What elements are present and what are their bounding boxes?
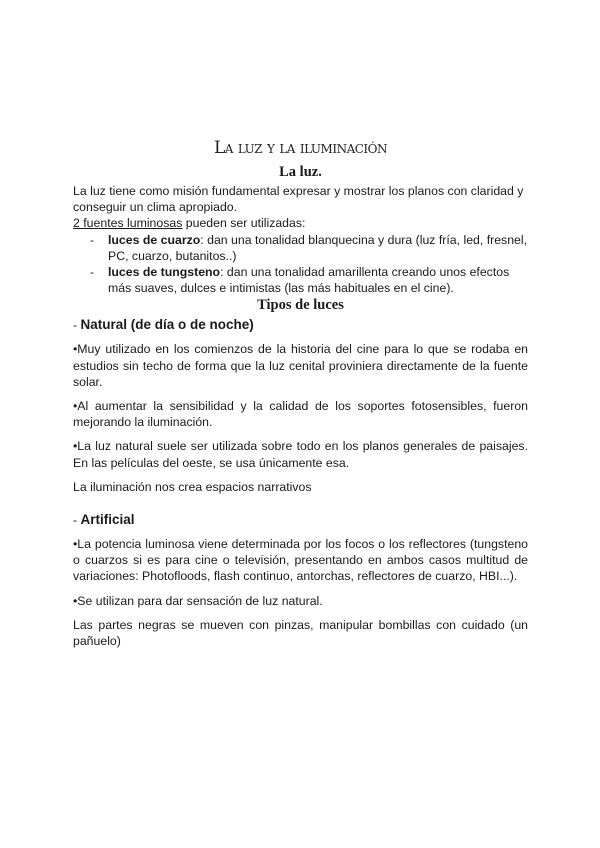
heading-text: Natural (de día o de noche) — [80, 317, 254, 333]
sources-underlined: 2 fuentes luminosas — [73, 216, 183, 231]
bullet-term: luces de cuarzo — [108, 232, 201, 247]
bullet-text: : dan una tonalidad amarillenta creando unos efectos más suaves, dulces e intimistas (las más habituales en el cine). — [108, 265, 510, 296]
light-sources-list — [73, 232, 528, 297]
natural-paragraph-4: La iluminación nos crea espacios narrativos — [73, 479, 312, 494]
sources-line — [73, 215, 528, 231]
bullet-text: : dan una tonalidad blanquecina y dura (luz fría, led, fresnel, PC, cuarzo, butanitos..) — [108, 232, 528, 263]
document-title: La luz y la iluminación — [213, 138, 387, 158]
artificial-paragraph-3: Las partes negras se mueven con pinzas, manipular bombillas con cuidado (un pañuelo) — [73, 617, 528, 649]
dash-marker: - — [90, 265, 95, 280]
natural-heading — [73, 316, 528, 334]
heading-prefix: - — [73, 513, 81, 528]
artificial-heading — [73, 511, 528, 529]
list-item — [73, 232, 528, 264]
bullet-term: luces de tungsteno — [108, 265, 221, 280]
heading-text: Artificial — [80, 512, 135, 528]
natural-paragraph-2: •Al aumentar la sensibilidad y la calidad de los soportes fotosensibles, fueron mejorando la iluminación. — [73, 399, 528, 430]
artificial-paragraph-2: •Se utilizan para dar sensación de luz natural. — [73, 593, 323, 608]
natural-paragraph-3: •La luz natural suele ser utilizada sobre todo en los planos generales de paisajes. En las películas del oeste, se usa únicamente esa. — [73, 439, 528, 470]
types-heading: Tipos de luces — [257, 297, 344, 314]
intro-paragraph: La luz tiene como misión fundamental expresar y mostrar los planos con claridad y conseguir un clima apropiado. — [73, 184, 524, 215]
section-title-la-luz: La luz. — [279, 164, 322, 180]
document-page — [73, 138, 528, 649]
heading-prefix: - — [73, 318, 81, 333]
list-item — [73, 264, 528, 296]
sources-rest: pueden ser utilizadas: — [182, 216, 306, 231]
natural-paragraph-1: •Muy utilizado en los comienzos de la historia del cine para lo que se rodaba en estudios sin techo de forma que la luz cenital proviniera directamente de la fuente solar. — [73, 342, 528, 389]
dash-marker: - — [90, 232, 95, 247]
artificial-paragraph-1: •La potencia luminosa viene determinada por los focos o los reflectores (tungsteno o cuarzos si es para cine o televisión, presentando en ambos casos multitud de variaciones: Photofloods, flash continuo, antorchas, reflectores de cuarzo, HBI...). — [73, 537, 528, 584]
